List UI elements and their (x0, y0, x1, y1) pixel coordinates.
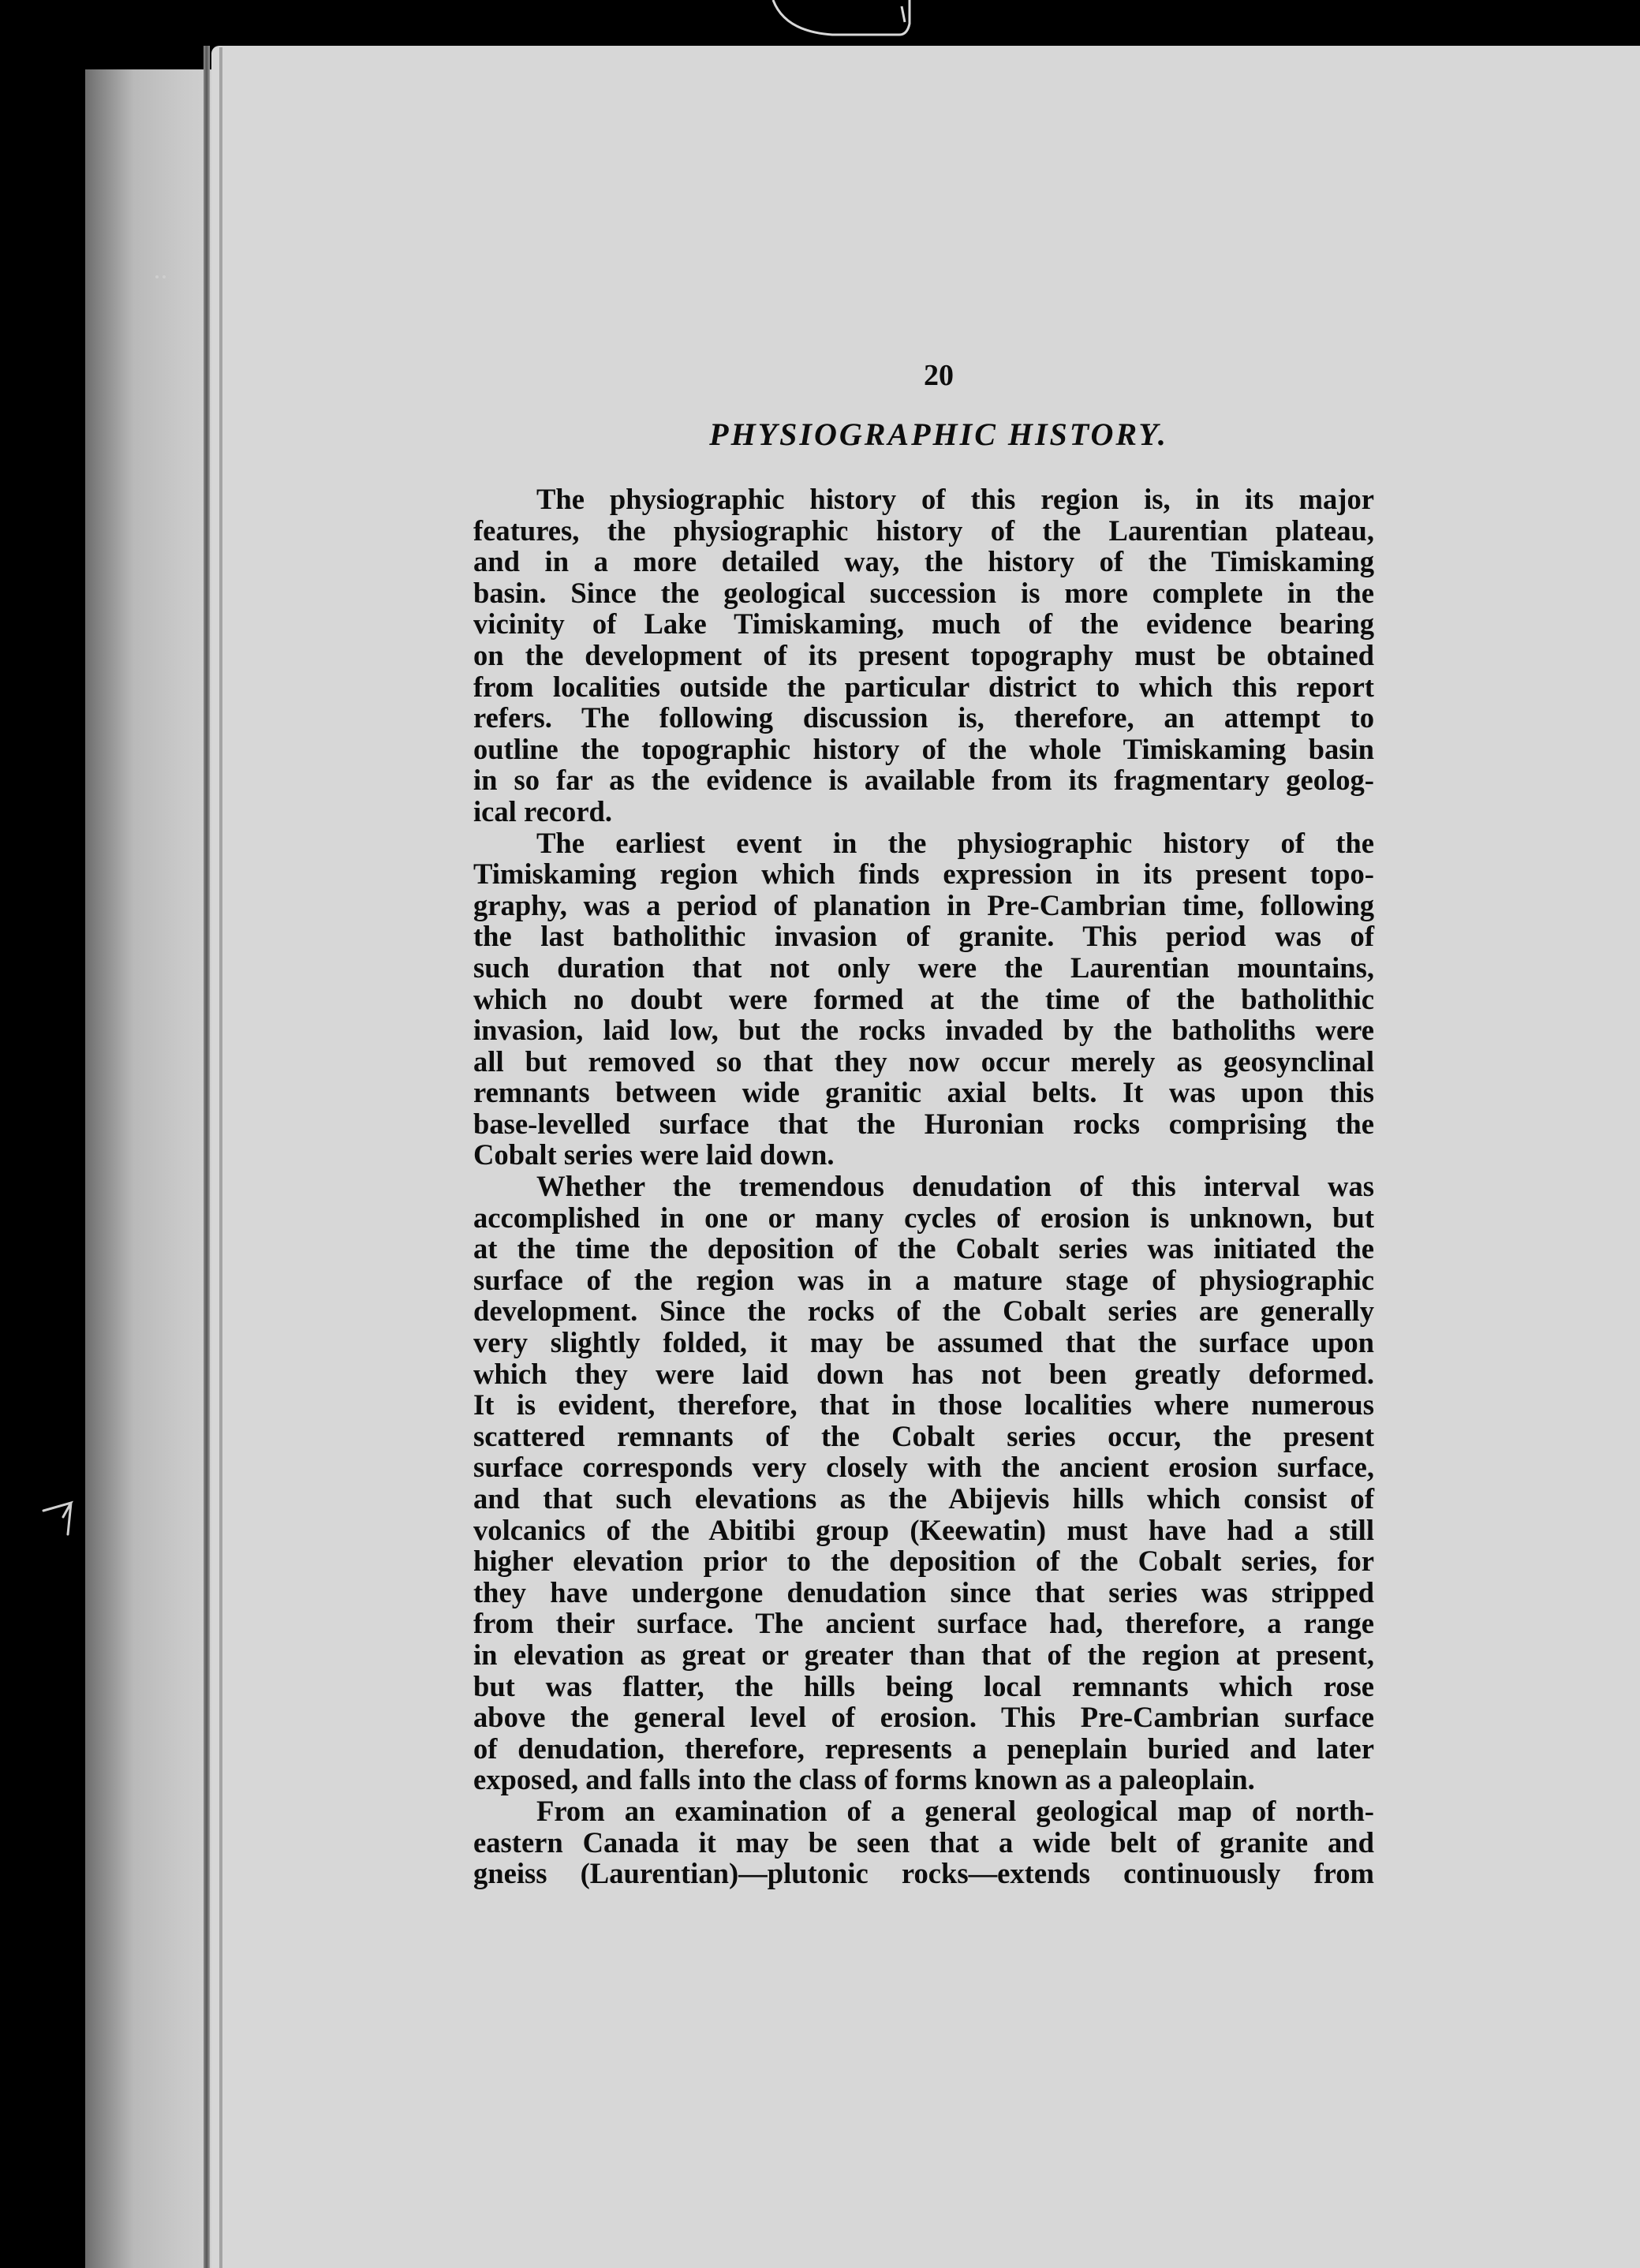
text-line: very slightly folded, it may be assumed that the surface upon (473, 1326, 1374, 1359)
top-clip-artifact (769, 0, 927, 41)
text-line: remnants between wide granitic axial belts. It was upon this (473, 1076, 1374, 1109)
text-line: and that such elevations as the Abijevis hills which consist of (473, 1482, 1374, 1515)
text-line: the last batholithic invasion of granite. This period was of (473, 920, 1374, 953)
page-fold-line (219, 47, 222, 2268)
paragraph (473, 828, 1374, 1171)
text-line: on the development of its present topography must be obtained (473, 638, 1374, 671)
paragraph (473, 1795, 1374, 1889)
body-text (473, 484, 1374, 1889)
text-line: development. Since the rocks of the Cobalt series are generally (473, 1295, 1374, 1328)
text-line: and in a more detailed way, the history of the Timiskaming (473, 545, 1374, 578)
text-line: surface corresponds very closely with the ancient erosion surface, (473, 1451, 1374, 1484)
text-line: in elevation as great or greater than that of the region at present, (473, 1638, 1374, 1671)
text-line: basin. Since the geological succession is more complete in the (473, 576, 1374, 609)
page-left-edge (204, 46, 210, 2268)
text-line: which no doubt were formed at the time of the batholithic (473, 982, 1374, 1015)
paragraph (473, 484, 1374, 828)
text-line: from localities outside the particular district to which this report (473, 670, 1374, 703)
text-line: It is evident, therefore, that in those localities where numerous (473, 1388, 1374, 1422)
book-binding-shadow (85, 69, 223, 2268)
text-line: accomplished in one or many cycles of erosion is unknown, but (473, 1201, 1374, 1234)
text-line: gneiss (Laurentian)—plutonic rocks—extends continuously from (473, 1857, 1374, 1890)
text-line: The earliest event in the physiographic history of the (536, 826, 1374, 859)
text-line: they have undergone denudation since that series was stripped (473, 1575, 1374, 1609)
text-line: from their surface. The ancient surface had, therefore, a range (473, 1607, 1374, 1640)
text-line: graphy, was a period of planation in Pre-Cambrian time, following (473, 888, 1374, 921)
text-line: From an examination of a general geological map of north- (536, 1794, 1374, 1827)
text-line: Whether the tremendous denudation of this interval was (536, 1170, 1374, 1203)
text-line: vicinity of Lake Timiskaming, much of the evidence bearing (473, 607, 1374, 641)
text-line: eastern Canada it may be seen that a wide belt of granite and (473, 1825, 1374, 1859)
text-line: ical record. (473, 794, 613, 828)
text-line: surface of the region was in a mature stage of physiographic (473, 1263, 1374, 1296)
text-line: in so far as the evidence is available from its fragmentary geolog- (473, 764, 1374, 797)
text-line: but was flatter, the hills being local remnants which rose (473, 1669, 1374, 1702)
text-line: The physiographic history of this region is, in its major (536, 483, 1374, 515)
text-line: invasion, laid low, but the rocks invaded by the batholiths were (473, 1014, 1374, 1047)
section-title: PHYSIOGRAPHIC HISTORY. (709, 417, 1168, 452)
margin-dots (155, 275, 169, 279)
text-line: volcanics of the Abitibi group (Keewatin) must have had a still (473, 1513, 1374, 1546)
text-line: all but removed so that they now occur merely as geosynclinal (473, 1044, 1374, 1078)
page-number: 20 (924, 359, 954, 392)
text-line: of denudation, therefore, represents a peneplain buried and later (473, 1732, 1374, 1765)
text-line: above the general level of erosion. This Pre-Cambrian surface (473, 1701, 1374, 1734)
margin-scribble-mark (39, 1495, 87, 1542)
text-line: refers. The following discussion is, therefore, an attempt to (473, 701, 1374, 734)
text-line: Cobalt series were laid down. (473, 1138, 835, 1171)
text-line: Timiskaming region which finds expression in its present topo- (473, 858, 1374, 891)
text-line: which they were laid down has not been greatly deformed. (473, 1357, 1374, 1390)
text-line: scattered remnants of the Cobalt series occur, the present (473, 1419, 1374, 1452)
text-line: features, the physiographic history of the Laurentian plateau, (473, 514, 1374, 547)
text-line: at the time the deposition of the Cobalt series was initiated the (473, 1232, 1374, 1265)
text-line: exposed, and falls into the class of forms known as a paleoplain. (473, 1763, 1255, 1796)
text-line: base-levelled surface that the Huronian rocks comprising the (473, 1107, 1374, 1140)
text-line: outline the topographic history of the whole Timiskaming basin (473, 732, 1374, 765)
text-line: such duration that not only were the Laurentian mountains, (473, 951, 1374, 984)
text-line: higher elevation prior to the deposition of the Cobalt series, for (473, 1545, 1374, 1578)
paragraph (473, 1171, 1374, 1795)
